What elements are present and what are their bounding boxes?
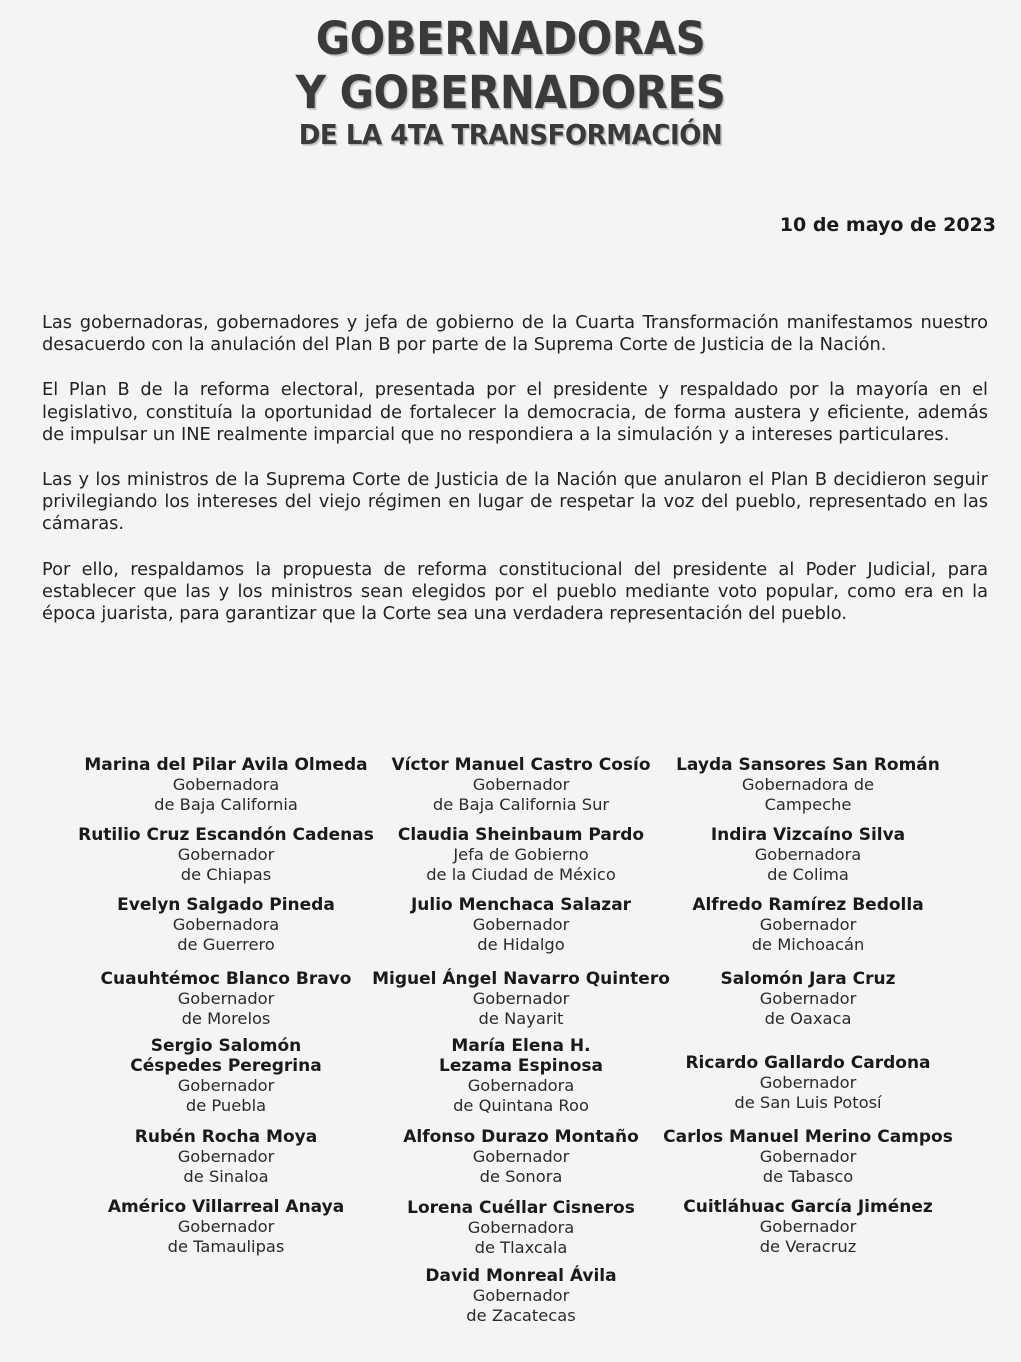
- signatory-state: de Hidalgo: [477, 935, 565, 954]
- signatory-name: Alfredo Ramírez Bedolla: [692, 895, 924, 915]
- paragraph: Las y los ministros de la Suprema Corte de Justicia de la Nación que anularon el Plan B decidieron seguir privilegiando los intereses del viejo régimen en lugar de respetar la voz del pueblo, representado en las cámaras.: [42, 469, 988, 535]
- signatory: [66, 1036, 386, 1116]
- signatory-role: Gobernadora: [172, 775, 280, 794]
- signatory-role: Gobernador: [759, 1073, 857, 1092]
- signatory-role: Gobernador: [177, 989, 275, 1008]
- signatory-state: de San Luis Potosí: [734, 1093, 882, 1112]
- signatory-state: de Tamaulipas: [167, 1237, 285, 1256]
- signatory-name: Layda Sansores San Román: [676, 755, 940, 775]
- signatory-name: Cuitláhuac García Jiménez: [683, 1197, 933, 1217]
- signatory-role: Gobernador: [759, 989, 857, 1008]
- signatory-state: de Guerrero: [177, 935, 275, 954]
- signatory: [648, 969, 968, 1029]
- signatory-state: de Morelos: [181, 1009, 271, 1028]
- signatory: [648, 1127, 968, 1187]
- signatory: [66, 825, 386, 885]
- signatories: [0, 755, 1021, 1355]
- signatory-name: Ricardo Gallardo Cardona: [685, 1053, 931, 1073]
- paragraph: Las gobernadoras, gobernadores y jefa de gobierno de la Cuarta Transformación manifestamos nuestro desacuerdo con la anulación del Plan B por parte de la Suprema Corte de Justicia de la Nación.: [42, 312, 988, 356]
- signatory-name: Indira Vizcaíno Silva: [710, 825, 906, 845]
- signatory-role: Gobernador: [177, 1217, 275, 1236]
- signatory-state: de Colima: [767, 865, 849, 884]
- signatory-state: de Baja California: [154, 795, 298, 814]
- signatory-state: de Zacatecas: [466, 1306, 576, 1325]
- title-line-1: GOBERNADORAS: [315, 12, 706, 65]
- signatory: [648, 895, 968, 955]
- signatory-name-line-2: Céspedes Peregrina: [130, 1056, 322, 1076]
- letterhead: [0, 12, 1021, 152]
- signatory-name: Rubén Rocha Moya: [134, 1127, 318, 1147]
- signatory-state: de Oaxaca: [764, 1009, 852, 1028]
- signatory-name: Rutilio Cruz Escandón Cadenas: [78, 825, 374, 845]
- signatory-state: de Baja California Sur: [432, 795, 610, 814]
- signatory: [361, 969, 681, 1029]
- signatory-state: de Michoacán: [751, 935, 865, 954]
- signatory-role: Gobernador: [177, 845, 275, 864]
- signatory: [66, 1127, 386, 1187]
- signatory-name: Américo Villarreal Anaya: [107, 1197, 345, 1217]
- signatory-role: Gobernador: [472, 1286, 570, 1305]
- signatory-role: Gobernador: [759, 1147, 857, 1166]
- signatory-name: Julio Menchaca Salazar: [410, 895, 632, 915]
- signatory-name: Lorena Cuéllar Cisneros: [407, 1198, 635, 1218]
- signatory-name: Carlos Manuel Merino Campos: [663, 1127, 953, 1147]
- signatory-role: Gobernador: [759, 1217, 857, 1236]
- signatory: [66, 1197, 386, 1257]
- signatory-role: Gobernador: [472, 775, 570, 794]
- title-line-2: Y GOBERNADORES: [295, 66, 726, 119]
- paragraph: El Plan B de la reforma electoral, presentada por el presidente y respaldado por la mayoría en el legislativo, constituía la oportunidad de fortalecer la democracia, de forma austera y eficiente, además de impulsar un INE realmente imparcial que no respondiera a la simulación y a intereses particulares.: [42, 379, 988, 445]
- signatory-role: Gobernadora: [172, 915, 280, 934]
- signatory-name: Claudia Sheinbaum Pardo: [397, 825, 645, 845]
- paragraph: Por ello, respaldamos la propuesta de reforma constitucional del presidente al Poder Judicial, para establecer que las y los ministros sean elegidos por el pueblo mediante voto popular, como era en la época juarista, para garantizar que la Corte sea una verdadera representación del pueblo.: [42, 558, 988, 625]
- signatory: [648, 755, 968, 815]
- signatory-role: Gobernadora: [467, 1076, 575, 1095]
- signatory: [361, 755, 681, 815]
- signatory-role: Gobernadora: [467, 1218, 575, 1237]
- signatory-state: de Nayarit: [478, 1009, 564, 1028]
- signatory-state: de Chiapas: [180, 865, 272, 884]
- signatory-state: de Sinaloa: [183, 1167, 269, 1186]
- signatory-state: de Puebla: [185, 1096, 267, 1115]
- statement-body: [42, 312, 988, 648]
- signatory-name: Víctor Manuel Castro Cosío: [391, 755, 651, 775]
- signatory-role: Gobernador: [472, 989, 570, 1008]
- signatory-role: Gobernador: [177, 1076, 275, 1095]
- signatory-name: Salomón Jara Cruz: [720, 969, 896, 989]
- signatory-state: de Tabasco: [762, 1167, 854, 1186]
- signatory-state: Campeche: [764, 795, 852, 814]
- signatory-name: Alfonso Durazo Montaño: [403, 1127, 639, 1147]
- signatory: [648, 1053, 968, 1113]
- signatory: [361, 895, 681, 955]
- signatory-name: Miguel Ángel Navarro Quintero: [372, 969, 670, 989]
- signatory-role: Gobernador: [472, 1147, 570, 1166]
- signatory-name: David Monreal Ávila: [425, 1266, 617, 1286]
- signatory-state: de Veracruz: [759, 1237, 857, 1256]
- signatory-name: María Elena H.: [451, 1036, 591, 1056]
- signatory: [361, 1198, 681, 1258]
- signatory-state: de Tlaxcala: [474, 1238, 568, 1257]
- signatory: [361, 1036, 681, 1116]
- signatory: [648, 825, 968, 885]
- signatory-state: de la Ciudad de México: [426, 865, 616, 884]
- signatory: [648, 1197, 968, 1257]
- document-date: 10 de mayo de 2023: [779, 214, 996, 236]
- signatory: [66, 969, 386, 1029]
- subtitle: DE LA 4TA TRANSFORMACIÓN: [298, 118, 723, 151]
- signatory: [66, 755, 386, 815]
- signatory-role: Gobernadora: [754, 845, 862, 864]
- signatory-role: Gobernador: [472, 915, 570, 934]
- signatory-role: Gobernadora de: [741, 775, 875, 794]
- signatory-name: Sergio Salomón: [150, 1036, 302, 1056]
- signatory-name-line-2: Lezama Espinosa: [439, 1056, 603, 1076]
- signatory-name: Evelyn Salgado Pineda: [117, 895, 335, 915]
- signatory-state: de Sonora: [479, 1167, 563, 1186]
- signatory: [361, 1266, 681, 1326]
- signatory-name: Cuauhtémoc Blanco Bravo: [100, 969, 352, 989]
- signatory: [361, 1127, 681, 1187]
- signatory: [361, 825, 681, 885]
- signatory-state: de Quintana Roo: [453, 1096, 589, 1115]
- signatory-name: Marina del Pilar Avila Olmeda: [84, 755, 368, 775]
- signatory: [66, 895, 386, 955]
- signatory-role: Gobernador: [177, 1147, 275, 1166]
- signatory-role: Gobernador: [759, 915, 857, 934]
- signatory-role: Jefa de Gobierno: [453, 845, 589, 864]
